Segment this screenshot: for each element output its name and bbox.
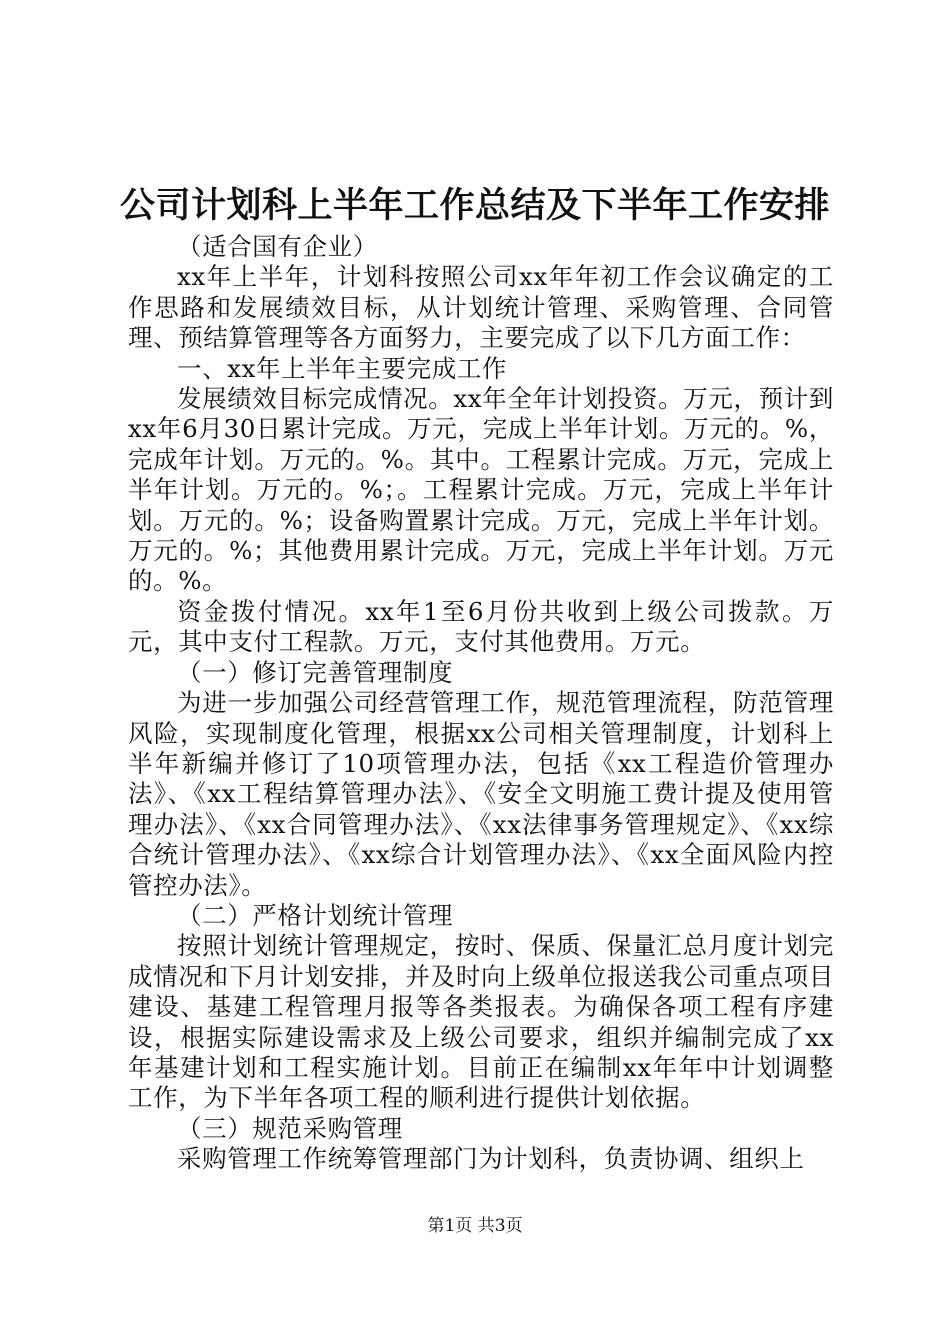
document-body bbox=[128, 232, 834, 1175]
subsection-heading: （三）规范采购管理 bbox=[177, 1113, 403, 1143]
body-paragraph: 按照计划统计管理规定，按时、保质、保量汇总月度计划完成情况和下月计划安排，并及时向上级单位报送我公司重点项目建设、基建工程管理月报等各类报表。为确保各项工程有序建设，根据实际建设需求及上级公司要求，组织并编制完成了xx年基建计划和工程实施计划。目前正在编制xx年年中计划调整工作，为下半年各项工程的顺利进行提供计划依据。 bbox=[128, 931, 834, 1113]
subsection-heading: （一）修订完善管理制度 bbox=[177, 657, 454, 687]
body-paragraph: 资金拨付情况。xx年1至6月份共收到上级公司拨款。万元，其中支付工程款。万元，支付其他费用。万元。 bbox=[128, 596, 834, 657]
document-title: 公司计划科上半年工作总结及下半年工作安排 bbox=[119, 186, 830, 226]
body-paragraph: 采购管理工作统筹管理部门为计划科，负责协调、组织上 bbox=[177, 1144, 805, 1174]
body-paragraph: 发展绩效目标完成情况。xx年全年计划投资。万元，预计到xx年6月30日累计完成。万元，完成上半年计划。万元的。%，完成年计划。万元的。%。其中。工程累计完成。万元，完成上半年计划。万元的。%；。工程累计完成。万元，完成上半年计划。万元的。%；设备购置累计完成。万元，完成上半年计划。万元的。%；其他费用累计完成。万元，完成上半年计划。万元的。%。 bbox=[128, 384, 834, 596]
subtitle-note: （适合国有企业） bbox=[177, 232, 378, 261]
body-paragraph: 为进一步加强公司经营管理工作，规范管理流程，防范管理风险，实现制度化管理，根据xx公司相关管理制度，计划科上半年新编并修订了10项管理办法，包括《xx工程造价管理办法》、《xx工程结算管理办法》、《安全文明施工费计提及使用管理办法》、《xx合同管理办法》、《xx法律事务管理规定》、《xx综合统计管理办法》、《xx综合计划管理办法》、《xx全面风险内控管控办法》。 bbox=[128, 688, 834, 900]
section-heading: 一、xx年上半年主要完成工作 bbox=[177, 353, 508, 383]
subsection-heading: （二）严格计划统计管理 bbox=[177, 900, 454, 930]
page-footer: 第1页 共3页 bbox=[427, 1216, 523, 1236]
intro-paragraph: xx年上半年，计划科按照公司xx年年初工作会议确定的工作思路和发展绩效目标，从计划统计管理、采购管理、合同管理、预结算管理等各方面努力，主要完成了以下几方面工作： bbox=[128, 262, 834, 353]
